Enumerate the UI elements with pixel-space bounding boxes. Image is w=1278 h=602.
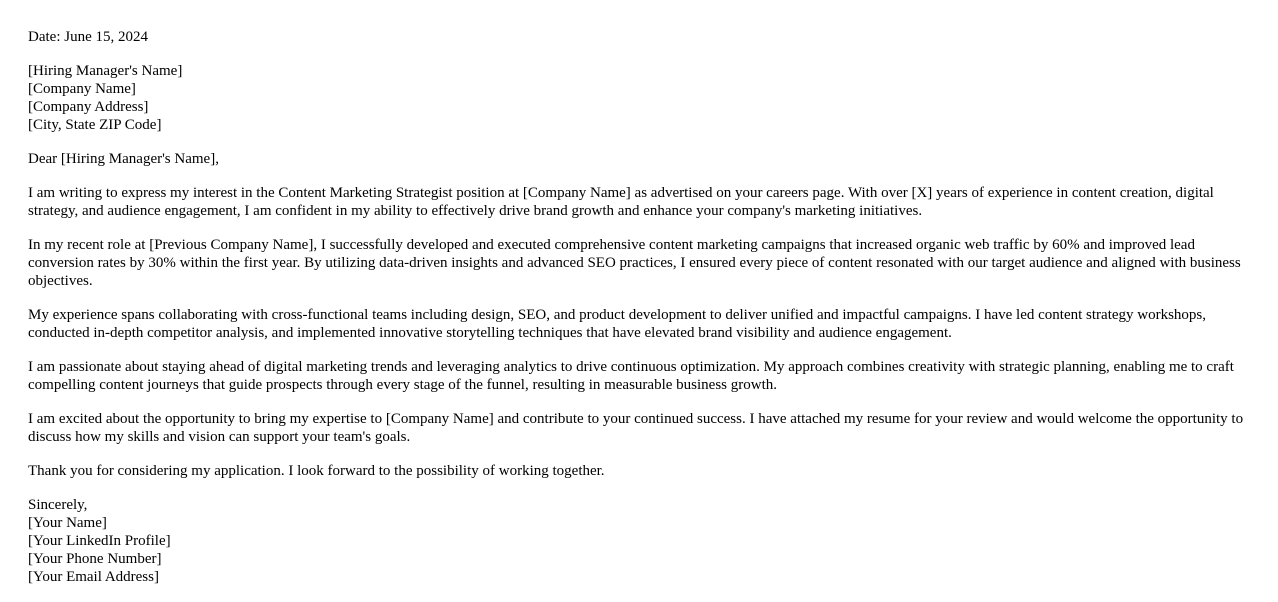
recipient-name: [Hiring Manager's Name] — [28, 63, 183, 79]
cover-letter — [28, 28, 1250, 602]
signature-linkedin: [Your LinkedIn Profile] — [28, 533, 171, 549]
body-paragraph: My experience spans collaborating with cross-functional teams including design, SEO, and product development to deliver unified and impactful campaigns. I have led content strategy workshops, conducted in-depth competitor analysis, and implemented innovative storytelling techniques that have elevated brand visibility and audience engagement. — [28, 307, 1207, 341]
signature-name: [Your Name] — [28, 515, 107, 531]
body-paragraph: I am passionate about staying ahead of digital marketing trends and leveraging analytics to drive continuous optimization. My approach combines creativity with strategic planning, enabling me to craft compelling content journeys that guide prospects through every stage of the funnel, resulting in measurable business growth. — [28, 359, 1234, 393]
salutation: Dear [Hiring Manager's Name], — [28, 151, 219, 167]
salutation-block — [28, 150, 1250, 168]
signature-phone: [Your Phone Number] — [28, 551, 162, 567]
body-paragraph: I am excited about the opportunity to bring my expertise to [Company Name] and contribute to your continued success. I have attached my resume for your review and would welcome the opportunity to discuss how my skills and vision can support your team's goals. — [28, 411, 1244, 445]
body-paragraph: Thank you for considering my application. I look forward to the possibility of working together. — [28, 463, 605, 479]
closing: Sincerely, — [28, 497, 88, 513]
recipient-company: [Company Name] — [28, 81, 136, 97]
signature-block — [28, 496, 1250, 586]
body-paragraph: I am writing to express my interest in the Content Marketing Strategist position at [Company Name] as advertised on your careers page. With over [X] years of experience in content creation, digital strategy, and audience engagement, I am confident in my ability to effectively drive brand growth and enhance your company's marketing initiatives. — [28, 185, 1214, 219]
letter-date: Date: June 15, 2024 — [28, 29, 148, 45]
signature-email: [Your Email Address] — [28, 569, 159, 585]
letter-date-block — [28, 28, 1250, 46]
recipient-street: [Company Address] — [28, 99, 149, 115]
recipient-city: [City, State ZIP Code] — [28, 117, 162, 133]
body-paragraph: In my recent role at [Previous Company Name], I successfully developed and executed comprehensive content marketing campaigns that increased organic web traffic by 60% and improved lead conversion rates by 30% within the first year. By utilizing data-driven insights and advanced SEO practices, I ensured every piece of content resonated with our target audience and aligned with business objectives. — [28, 237, 1241, 289]
recipient-address — [28, 62, 1250, 134]
